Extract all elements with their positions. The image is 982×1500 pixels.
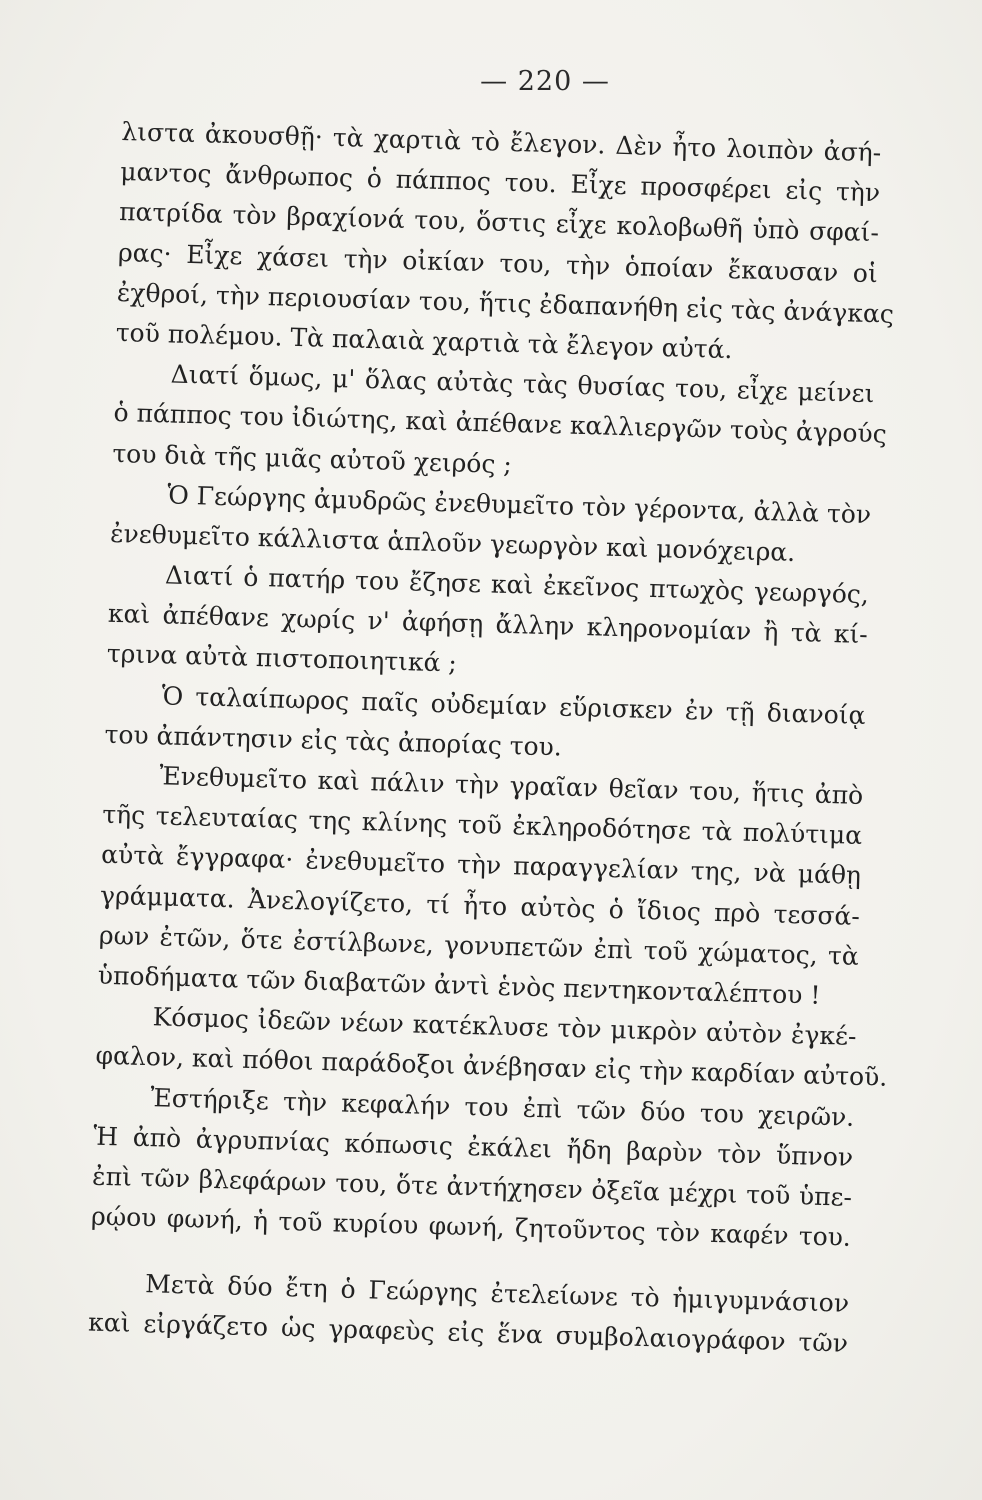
text-line: ρων ἐτῶν, ὅτε ἐστίλβωνε, γονυπετῶν ἐπὶ τοῦ χώματος, τὰ	[98, 920, 860, 971]
paragraph-group	[90, 112, 895, 1258]
text-line: καὶ ἀπέθανε χωρίς ν' ἀφήσῃ ἄλλην κληρονομίαν ἢ τὰ κί-	[107, 599, 869, 650]
text-line: Ἐνεθυμεῖτο καὶ πάλιν τὴν γραῖαν θεῖαν του, ἥτις ἀπὸ	[159, 761, 864, 810]
text-line: καὶ εἰργάζετο ὡς γραφεὺς εἰς ἕνα συμβολαιογράφον τῶν	[87, 1307, 849, 1359]
text-line: του διὰ τῆς μιᾶς αὐτοῦ χειρός ;	[112, 438, 513, 479]
text-line: Ἡ ἀπὸ ἀγρυπνίας κόπωσις ἐκάλει ἤδη βαρὺν τὸν ὕπνον	[92, 1121, 854, 1172]
text-line: ἐπὶ τῶν βλεφάρων του, ὅτε ἀντήχησεν ὀξεῖα μέχρι τοῦ ὑπε-	[91, 1161, 853, 1212]
text-line: τρινα αὐτὰ πιστοποιητικά ;	[106, 639, 458, 678]
text-line: γράμματα. Ἀνελογίζετο, τί ἦτο αὐτὸς ὁ ἴδιος πρὸ τεσσά-	[99, 880, 861, 931]
text-line: μαντος ἄνθρωπος ὁ πάππος του. Εἶχε προσφέρει εἰς τὴν	[119, 157, 881, 208]
text-line: λιστα ἀκουσθῇ· τὰ χαρτιὰ τὸ ἔλεγον. Δὲν ἦτο λοιπὸν ἀσή-	[121, 116, 882, 168]
text-line: αὐτὰ ἔγγραφα· ἐνεθυμεῖτο τὴν παραγγελίαν της, νὰ μάθῃ	[100, 840, 862, 891]
text-line: Διατί ὅμως, μ' ὅλας αὐτὰς τὰς θυσίας του, εἶχε μείνει	[170, 359, 875, 409]
text-line: τοῦ πολέμου. Τὰ παλαιὰ χαρτιὰ τὰ ἔλεγον αὐτά.	[115, 317, 733, 365]
text-line: τῆς τελευταίας της κλίνης τοῦ ἐκληροδότησε τὰ πολύτιμα	[101, 799, 863, 851]
text-line: ρῴου φωνή, ἡ τοῦ κυρίου φωνή, ζητοῦντος τὸν καφέν του.	[90, 1201, 852, 1252]
text-line: ὑποδήματα τῶν διαβατῶν ἀντὶ ἑνὸς πεντηκονταλέπτου !	[97, 960, 821, 1010]
text-line: ὁ πάππος του ἰδιώτης, καὶ ἀπέθανε καλλιεργῶν τοὺς ἀγρούς	[113, 398, 888, 449]
text-line: Ἐστήριξε τὴν κεφαλήν του ἐπὶ τῶν δύο του χειρῶν.	[150, 1082, 855, 1132]
text-line: Κόσμος ἰδεῶν νέων κατέκλυσε τὸν μικρὸν αὐτὸν ἐγκέ-	[152, 1002, 857, 1051]
body-text	[87, 112, 895, 1364]
text-line: Διατί ὁ πατήρ του ἔζησε καὶ ἐκεῖνος πτωχὸς γεωργός,	[164, 560, 870, 610]
text-line: ἐνεθυμεῖτο κάλλιστα ἁπλοῦν γεωργὸν καὶ μονόχειρα.	[109, 518, 796, 567]
text-line: Ὁ Γεώργης ἀμυδρῶς ἐνεθυμεῖτο τὸν γέροντα, ἀλλὰ τὸν	[166, 480, 872, 529]
text-line: ἐχθροί, τὴν περιουσίαν του, ἥτις ἐδαπανήθη εἰς τὰς ἀνάγκας	[116, 277, 895, 329]
text-line: Μετὰ δύο ἔτη ὁ Γεώργης ἐτελείωνε τὸ ἡμιγυμνάσιον	[144, 1269, 850, 1319]
text-line: φαλον, καὶ πόθοι παράδοξοι ἀνέβησαν εἰς τὴν καρδίαν αὐτοῦ.	[95, 1040, 888, 1093]
page-number: — 220 —	[480, 66, 610, 97]
text-line: ρας· Εἶχε χάσει τὴν οἰκίαν του, τὴν ὁποίαν ἔκαυσαν οἱ	[117, 237, 879, 288]
text-line: πατρίδα τὸν βραχίονά του, ὅστις εἶχε κολοβωθῆ ὑπὸ σφαί-	[118, 197, 880, 248]
text-line: του ἀπάντησιν εἰς τὰς ἀπορίας του.	[104, 719, 563, 762]
text-line: Ὁ ταλαίπωρος παῖς οὐδεμίαν εὕρισκεν ἐν τῇ διανοίᾳ	[161, 680, 866, 730]
